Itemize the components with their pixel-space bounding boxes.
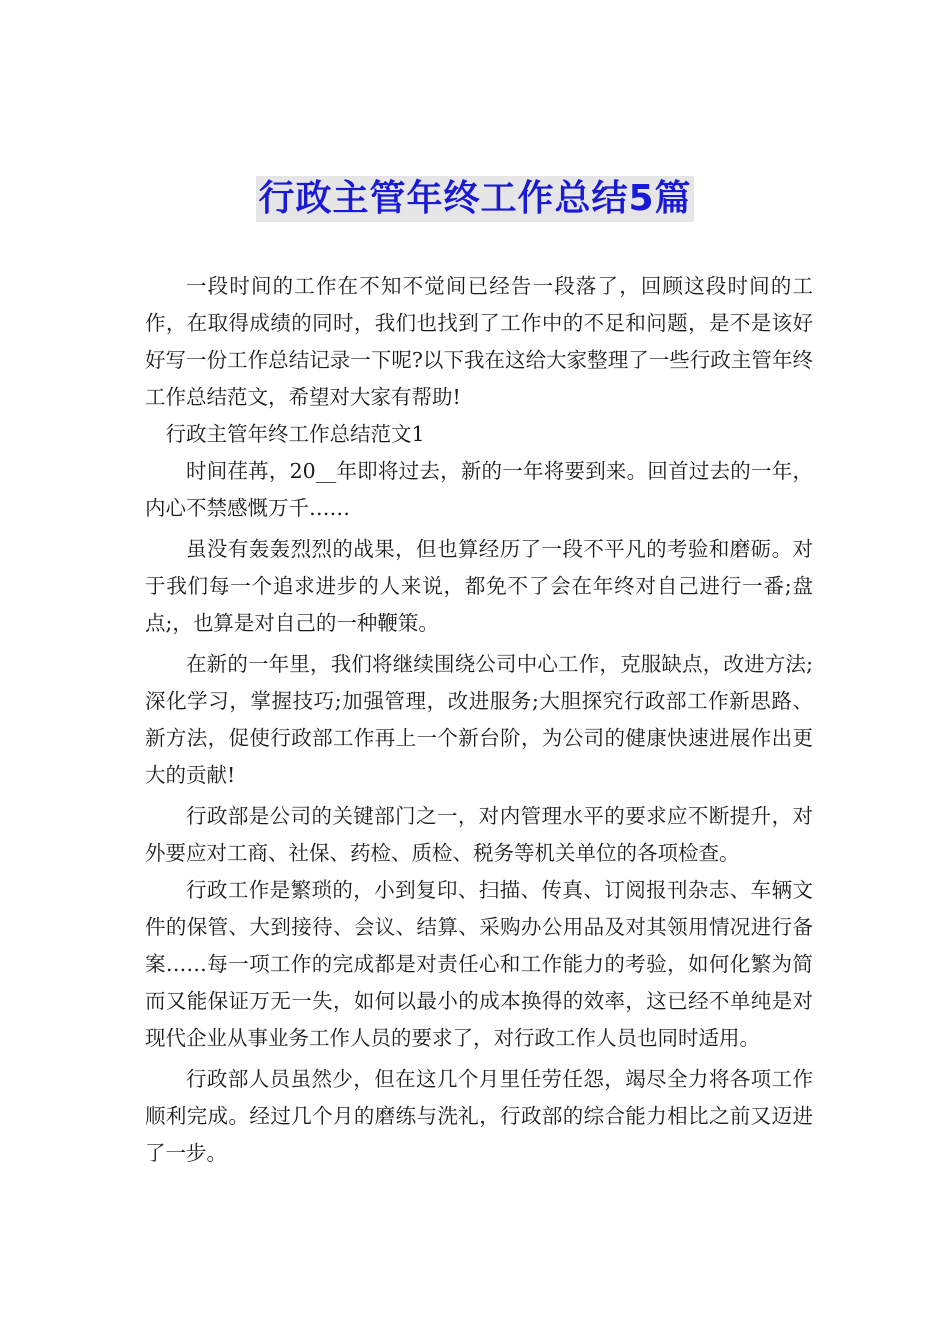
document-body — [145, 268, 813, 1172]
section-heading: 行政主管年终工作总结范文1 — [165, 422, 425, 446]
document-title: 行政主管年终工作总结5篇 — [256, 176, 693, 222]
body-paragraph: 行政部人员虽然少，但在这几个月里任劳任怨，竭尽全力将各项工作顺利完成。经过几个月的磨练与洗礼，行政部的综合能力相比之前又迈进了一步。 — [145, 1067, 813, 1165]
body-paragraph: 虽没有轰轰烈烈的战果，但也算经历了一段不平凡的考验和磨砺。对于我们每一个追求进步的人来说，都免不了会在年终对自己进行一番;盘点;，也算是对自己的一种鞭策。 — [145, 537, 813, 635]
body-paragraph: 行政部是公司的关键部门之一，对内管理水平的要求应不断提升，对外要应对工商、社保、药检、质检、税务等机关单位的各项检查。 — [145, 804, 813, 865]
intro-paragraph: 一段时间的工作在不知不觉间已经告一段落了，回顾这段时间的工作，在取得成绩的同时，我们也找到了工作中的不足和问题，是不是该好好写一份工作总结记录一下呢?以下我在这给大家整理了一些行政主管年终工作总结范文，希望对大家有帮助! — [145, 274, 813, 409]
body-paragraph: 在新的一年里，我们将继续围绕公司中心工作，克服缺点，改进方法;深化学习，掌握技巧;加强管理，改进服务;大胆探究行政部工作新思路、新方法，促使行政部工作再上一个新台阶，为公司的健康快速进展作出更大的贡献! — [145, 652, 813, 787]
body-paragraph: 时间荏苒，20__年即将过去，新的一年将要到来。回首过去的一年，内心不禁感慨万千…… — [145, 459, 813, 520]
body-paragraph: 行政工作是繁琐的，小到复印、扫描、传真、订阅报刊杂志、车辆文件的保管、大到接待、会议、结算、采购办公用品及对其领用情况进行备案……每一项工作的完成都是对责任心和工作能力的考验，如何化繁为简而又能保证万无一失，如何以最小的成本换得的效率，这已经不单纯是对现代企业从事业务工作人员的要求了，对行政工作人员也同时适用。 — [145, 878, 813, 1050]
title-block — [0, 176, 950, 222]
